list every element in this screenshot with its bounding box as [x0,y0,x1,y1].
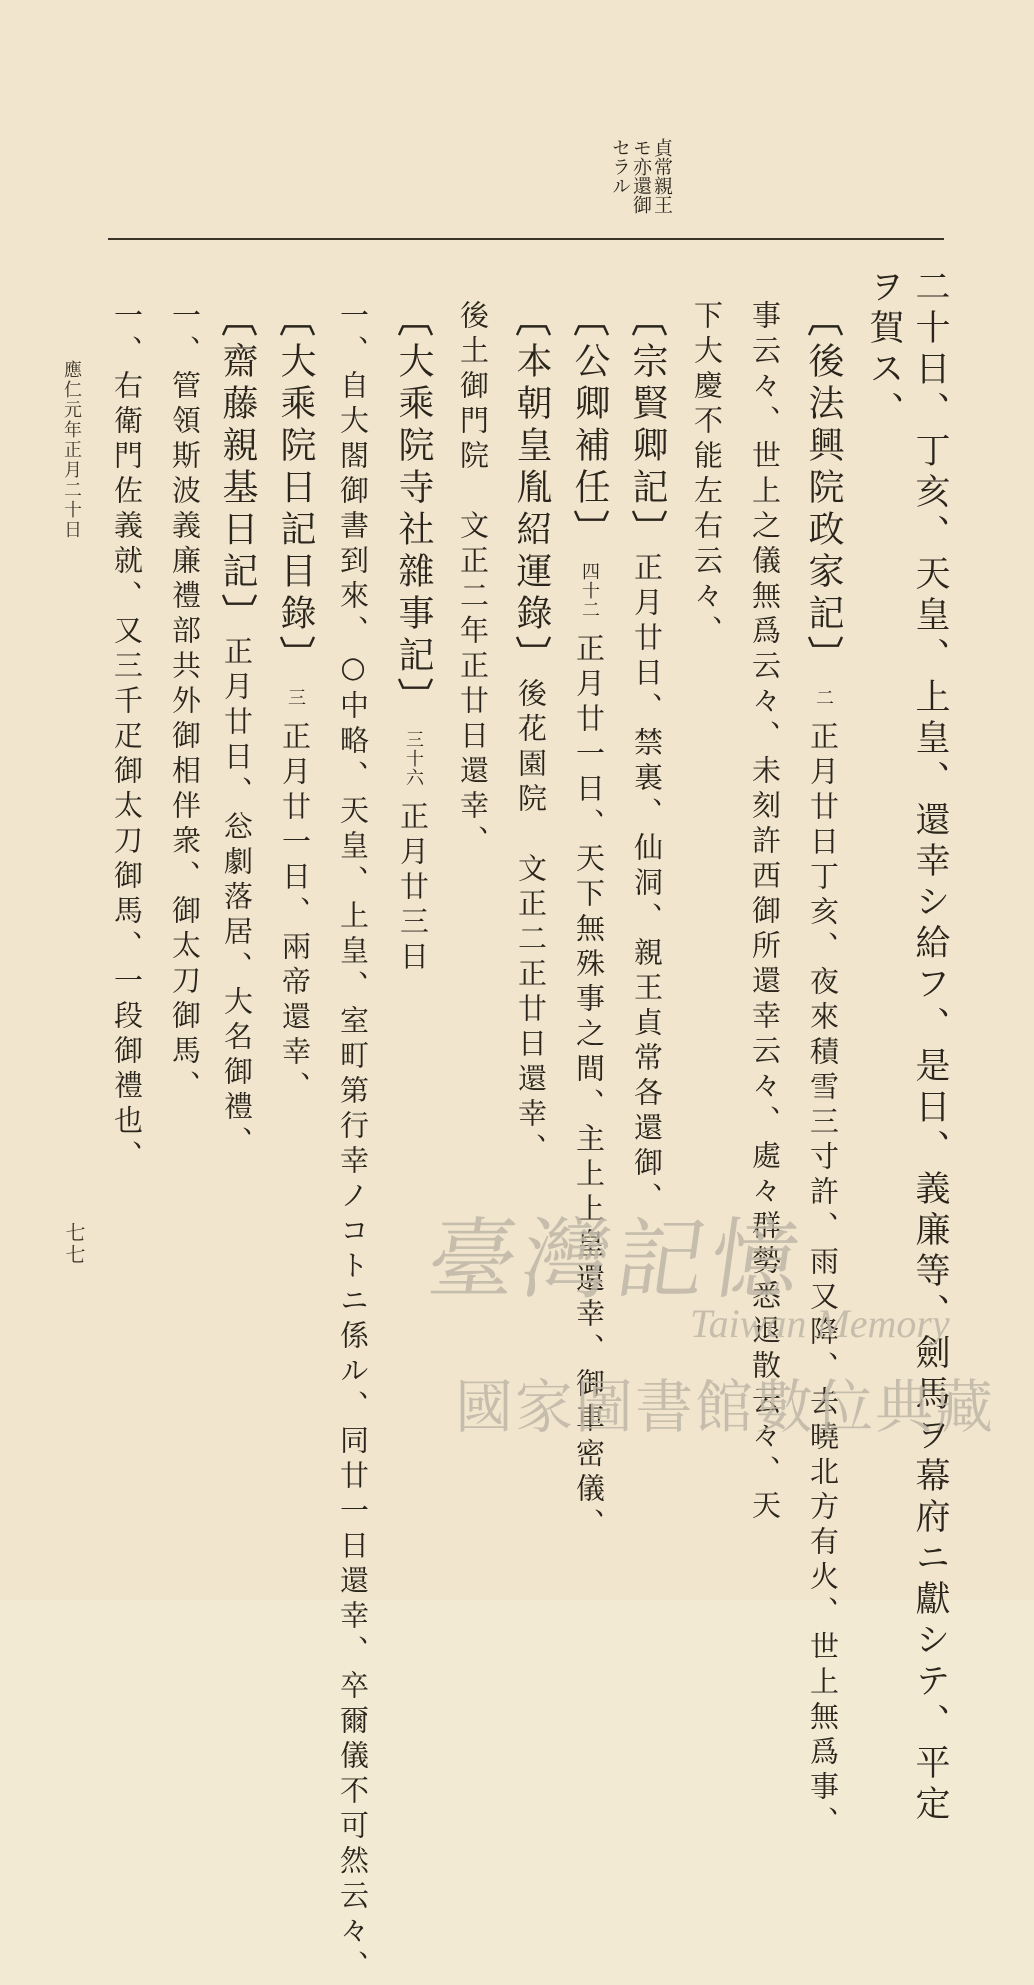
open-bracket: 〔 [216,300,258,342]
open-bracket: 〔 [510,300,552,342]
entry-text: 正月廿日、忩劇落居、大名御禮、 [220,636,254,1161]
close-bracket: 〕 [216,594,258,636]
entry-text: 一、自大閤御書到來、○中略、天皇、上皇、室町第行幸ノコトニ係ル、同廿一日還幸、卒爾儀不可然云々、 [336,300,370,1985]
source-title-text: 公卿補任 [569,342,610,510]
entry-column [802,300,844,1841]
source-title [802,300,844,678]
volume-number: 三 [285,688,306,707]
main-line-1-text: 二十日、丁亥、天皇、上皇、還幸シ給フ、是日、義廉等、劍馬ヲ幕府ニ獻シテ、平定 [910,268,950,1826]
volume-number: 四十二 [579,562,600,619]
source-title-text: 大乘院日記目錄 [275,342,316,636]
page-number-text: 七七 [62,1222,86,1266]
entry-text: 事云々、世上之儀無爲云々、未刻許西御所還幸云々、處々群勢悉退散云々、天 [748,300,782,1525]
header-rule [108,238,944,240]
entry-column [274,300,316,1460]
volume-number: 三十六 [403,730,424,787]
watermark-library: 國家圖書館數位典藏 [455,1373,996,1441]
watermark-calligraphy: 臺灣記憶 [421,1208,813,1311]
open-bracket: 〔 [626,300,668,342]
source-title-text: 本朝皇胤紹運錄 [511,342,552,636]
entry-text: 下大慶不能左右云々、 [690,300,724,650]
source-title-text: 宗賢卿記 [627,342,668,510]
entry-text: 後土御門院 文正二年正廿日還幸、 [456,300,490,860]
entry-text: 正月廿日丁亥、夜來積雪三寸許、雨又降、去曉北方有火、世上無爲事、 [806,721,840,1841]
source-title [216,300,258,636]
source-title [568,300,610,552]
close-bracket: 〕 [510,636,552,678]
entry-text: 正月廿三日 [396,801,430,976]
running-title-text: 應仁元年正月二十日 [61,360,82,540]
open-bracket: 〔 [274,300,316,342]
close-bracket: 〕 [626,510,668,552]
entry-text: 正月廿一日、天下無殊事之間、主上上皇還幸、御車密儀、 [572,633,606,1543]
entry-column [168,300,202,1460]
entry-text: 一、右衛門佐義就、又三千疋御太刀御馬、一段御禮也、 [110,300,144,1175]
open-bracket: 〔 [568,300,610,342]
source-title-text: 後法興院政家記 [803,342,844,636]
main-line-2 [864,268,904,468]
close-bracket: 〕 [274,636,316,678]
entry-column [110,300,144,1460]
entry-text: 後花園院 文正二正廿日還幸、 [514,678,548,1168]
watermark-english: Taiwan Memory [690,1301,950,1346]
source-title [626,300,668,552]
close-bracket: 〕 [568,510,610,552]
main-line-2-text: ヲ賀ス、 [864,268,904,432]
open-bracket: 〔 [392,300,434,342]
margin-heading [609,136,673,226]
entry-column [336,300,370,1985]
margin-heading-text: 貞常親王モ亦還御セラル [609,138,673,214]
close-bracket: 〕 [392,678,434,720]
entry-text: 正月廿日、禁裏、仙洞、親王貞常各還御、 [630,552,664,1217]
source-title [392,300,434,720]
main-line-1 [910,268,950,1826]
running-title [58,360,84,540]
source-title [510,300,552,678]
source-title-text: 大乘院寺社雜事記 [393,342,434,678]
entry-column [216,300,258,1460]
source-title [274,300,316,678]
page-number [60,1222,89,1266]
volume-number: 二 [813,688,834,707]
close-bracket: 〕 [802,636,844,678]
source-title-text: 齋藤親基日記 [217,342,258,594]
entry-text: 一、管領斯波義廉禮部共外御相伴衆、御太刀御馬、 [168,300,202,1105]
entry-text: 正月廿一日、兩帝還幸、 [278,721,312,1106]
open-bracket: 〔 [802,300,844,342]
